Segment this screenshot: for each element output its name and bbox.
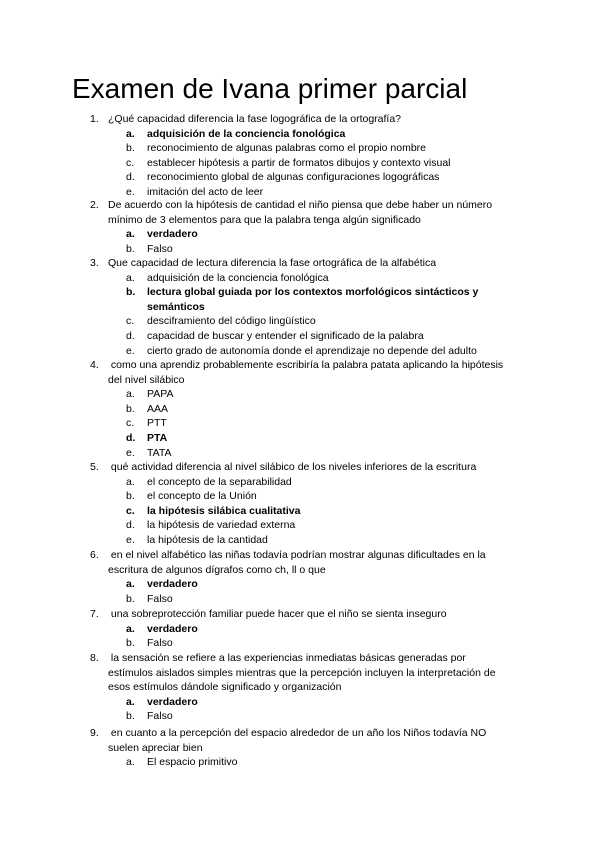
question-text-line: suelen apreciar bien — [108, 741, 203, 754]
option-letter: c. — [126, 417, 135, 430]
option-text: adquisición de la conciencia fonológica — [147, 271, 329, 284]
question-text-line: mínimo de 3 elementos para que la palabra tenga algún significado — [108, 213, 421, 226]
correct-answer-text: la hipótesis silábica cualitativa — [147, 504, 301, 517]
question-1 — [0, 112, 600, 200]
answer-option — [0, 387, 600, 402]
question-3 — [0, 256, 600, 358]
answer-option — [0, 170, 600, 185]
question-8 — [0, 651, 600, 724]
option-text: Falso — [147, 242, 173, 255]
option-letter: b. — [126, 592, 135, 605]
option-letter: e. — [126, 446, 135, 459]
question-number: 2. — [90, 199, 99, 211]
question-text-line: la sensación se refiere a las experiencias inmediatas básicas generadas por — [108, 652, 466, 664]
option-text: cierto grado de autonomía donde el aprendizaje no depende del adulto — [147, 344, 477, 357]
option-letter: d. — [126, 431, 136, 444]
option-letter: a. — [126, 756, 135, 769]
question-text-line: De acuerdo con la hipótesis de cantidad el niño piensa que debe haber un número — [108, 199, 493, 211]
document-title: Examen de Ivana primer parcial — [72, 73, 468, 104]
option-letter: a. — [126, 622, 135, 635]
question-5 — [0, 460, 600, 548]
option-letter: a. — [126, 578, 135, 591]
option-letter: b. — [126, 402, 135, 415]
question-number: 3. — [90, 257, 99, 269]
option-text: reconocimiento de algunas palabras como el propio nombre — [147, 142, 426, 155]
answer-option — [0, 271, 600, 286]
answer-option — [0, 518, 600, 533]
answer-option — [0, 285, 600, 314]
question-7 — [0, 607, 600, 651]
option-letter: a. — [126, 388, 135, 401]
answer-option — [0, 755, 600, 770]
answer-option — [0, 329, 600, 344]
question-text-line: ¿Qué capacidad diferencia la fase logográfica de la ortografía? — [108, 113, 402, 125]
option-letter: a. — [126, 271, 135, 284]
question-text-line: una sobreprotección familiar puede hacer que el niño se sienta inseguro — [108, 608, 447, 620]
question-number: 8. — [90, 652, 99, 664]
question-number: 5. — [90, 461, 99, 473]
question-number: 1. — [90, 113, 99, 125]
correct-answer-text: lectura global guiada por los contextos morfológicos sintácticos y semánticos — [147, 286, 479, 313]
question-2 — [0, 198, 600, 256]
option-text: PAPA — [147, 388, 174, 401]
answer-option — [0, 636, 600, 651]
option-letter: b. — [126, 490, 135, 503]
option-text: Falso — [147, 592, 173, 605]
answer-option — [0, 695, 600, 710]
question-number: 9. — [90, 727, 99, 739]
option-text: PTT — [147, 417, 167, 430]
option-text: Falso — [147, 710, 173, 723]
answer-option — [0, 446, 600, 461]
option-letter: d. — [126, 329, 135, 342]
answer-option — [0, 577, 600, 592]
question-text-line: como una aprendiz probablemente escribiría la palabra patata aplicando la hipótesis — [108, 359, 504, 371]
answer-option — [0, 475, 600, 490]
question-text-line: en el nivel alfabético las niñas todavía podrían mostrar algunas dificultades en la — [108, 549, 486, 561]
option-text: El espacio primitivo — [147, 756, 238, 769]
question-number: 6. — [90, 549, 99, 561]
option-letter: b. — [126, 242, 135, 255]
answer-option — [0, 416, 600, 431]
option-letter: b. — [126, 142, 135, 155]
option-text: establecer hipótesis a partir de formatos dibujos y contexto visual — [147, 156, 451, 169]
option-text: Falso — [147, 637, 173, 650]
question-text-line: qué actividad diferencia al nivel silábico de los niveles inferiores de la escritura — [108, 461, 477, 473]
correct-answer-text: verdadero — [147, 695, 198, 708]
option-letter: c. — [126, 504, 135, 517]
answer-option — [0, 431, 600, 446]
option-text: desciframiento del código lingüístico — [147, 315, 316, 328]
option-letter: b. — [126, 286, 136, 299]
option-letter: c. — [126, 156, 135, 169]
answer-option — [0, 141, 600, 156]
question-6 — [0, 548, 600, 606]
answer-option — [0, 344, 600, 359]
question-4 — [0, 358, 600, 460]
correct-answer-text: verdadero — [147, 622, 198, 635]
option-text: TATA — [147, 446, 172, 459]
option-text: imitación del acto de leer — [147, 185, 264, 198]
option-letter: e. — [126, 344, 135, 357]
question-number: 7. — [90, 608, 99, 620]
question-text-line: escritura de algunos dígrafos como ch, ll o que — [108, 563, 326, 576]
option-text: reconocimiento global de algunas configuraciones logográficas — [147, 171, 440, 184]
option-text: el concepto de la Unión — [147, 490, 257, 503]
option-text: la hipótesis de la cantidad — [147, 533, 268, 546]
option-letter: d. — [126, 519, 135, 532]
question-text-line: Que capacidad de lectura diferencia la fase ortográfica de la alfabética — [108, 257, 437, 269]
answer-option — [0, 533, 600, 548]
correct-answer-text: verdadero — [147, 578, 198, 591]
option-letter: a. — [126, 475, 135, 488]
option-text: capacidad de buscar y entender el significado de la palabra — [147, 329, 424, 342]
answer-option — [0, 622, 600, 637]
correct-answer-text: verdadero — [147, 228, 198, 241]
answer-option — [0, 314, 600, 329]
option-text: AAA — [147, 402, 169, 415]
answer-option — [0, 592, 600, 607]
option-letter: c. — [126, 315, 135, 328]
answer-option — [0, 402, 600, 417]
question-9 — [0, 726, 600, 770]
option-text: la hipótesis de variedad externa — [147, 519, 296, 532]
option-letter: a. — [126, 127, 135, 140]
answer-option — [0, 709, 600, 724]
option-letter: b. — [126, 637, 135, 650]
question-text-line: en cuanto a la percepción del espacio alrededor de un año los Niños todavía NO — [108, 727, 487, 739]
answer-option — [0, 504, 600, 519]
option-text: el concepto de la separabilidad — [147, 475, 292, 488]
option-letter: d. — [126, 171, 135, 184]
option-letter: e. — [126, 533, 135, 546]
correct-answer-text: PTA — [147, 431, 168, 444]
answer-option — [0, 227, 600, 242]
question-text-line: estímulos aislados simples mientras que la percepción incluyen la interpretación de — [108, 666, 496, 679]
correct-answer-text: adquisición de la conciencia fonológica — [147, 127, 346, 140]
option-letter: b. — [126, 710, 135, 723]
option-letter: e. — [126, 185, 135, 198]
option-letter: a. — [126, 695, 135, 708]
question-text-line: del nivel silábico — [108, 373, 185, 386]
question-number: 4. — [90, 359, 99, 371]
question-text-line: esos estímulos dándole significado y organización — [108, 681, 342, 694]
answer-option — [0, 242, 600, 257]
answer-option — [0, 127, 600, 142]
answer-option — [0, 156, 600, 171]
answer-option — [0, 489, 600, 504]
option-letter: a. — [126, 228, 135, 241]
